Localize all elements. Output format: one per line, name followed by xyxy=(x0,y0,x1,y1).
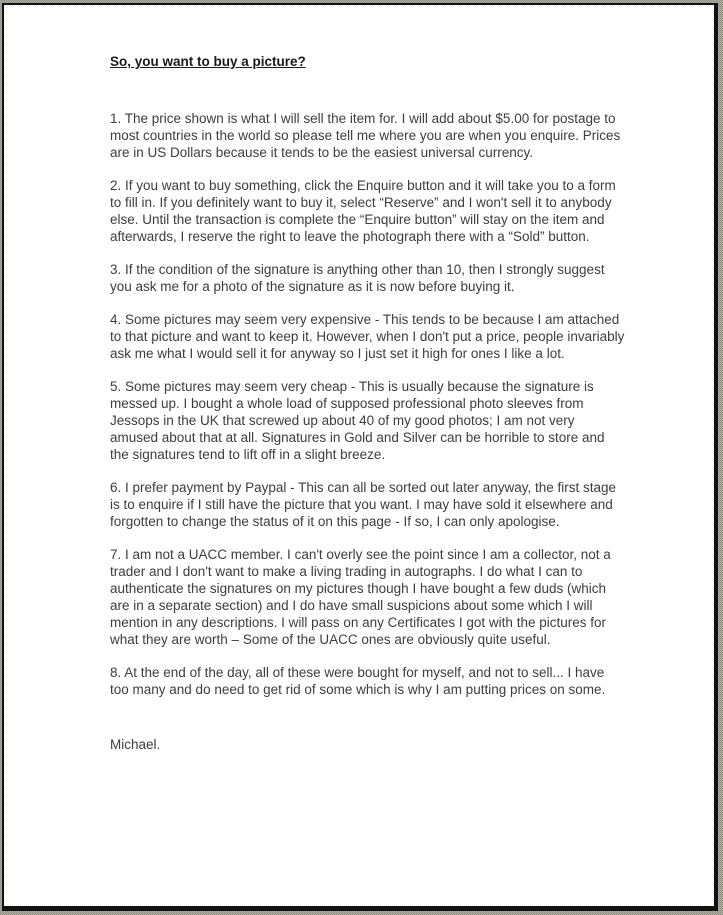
paragraph-2: 2. If you want to buy something, click the Enquire button and it will take you to a form to fill in. If you definitely want to buy it, select “Reserve” and I won't sell it to anybody else. Until the transaction is complete the “Enquire button” will stay on the item and afterwards, I reserve the right to leave the photograph there with a “Sold” button. xyxy=(110,178,616,244)
paragraph-3: 3. If the condition of the signature is anything other than 10, then I strongly suggest you ask me for a photo of the signature as it is now before buying it. xyxy=(110,262,605,294)
paragraph-8: 8. At the end of the day, all of these were bought for myself, and not to sell... I have too many and do need to get rid of some which is why I am putting prices on some. xyxy=(110,665,606,697)
signature: Michael. xyxy=(110,737,161,752)
paragraph-7: 7. I am not a UACC member. I can't overly see the point since I am a collector, not a trader and I don't want to make a living trading in autographs. I do what I can to authenticate the signatures on my pictures though I have bought a few duds (which are in a separate section) and I do have small suspicions about some which I will mention in any descriptions. I will pass on any Certificates I got with the pictures for what they are worth – Some of the UACC ones are obviously quite useful. xyxy=(110,547,611,647)
page-frame xyxy=(2,3,718,911)
paragraph-6: 6. I prefer payment by Paypal - This can all be sorted out later anyway, the first stage is to enquire if I still have the picture that you want. I may have sold it elsewhere and forgotten to change the status of it on this page - If so, I can only apologise. xyxy=(110,480,617,529)
paragraph-4: 4. Some pictures may seem very expensive - This tends to be because I am attached to that picture and want to keep it. However, when I don't put a price, people invariably ask me what I would sell it for anyway so I just set it high for ones I like a lot. xyxy=(110,312,625,361)
paragraph-5: 5. Some pictures may seem very cheap - This is usually because the signature is messed up. I bought a whole load of supposed professional photo sleeves from Jessops in the UK that screwed up about 40 of my good photos; I am not very amused about that at all. Signatures in Gold and Silver can be horrible to store and the signatures tend to lift off in a slight breeze. xyxy=(110,379,605,462)
document-body xyxy=(4,5,665,753)
paragraph-1: 1. The price shown is what I will sell the item for. I will add about $5.00 for postage to most countries in the world so please tell me where you are when you enquire. Prices are in US Dollars because it tends to be the easiest universal currency. xyxy=(110,111,621,160)
page-title: So, you want to buy a picture? xyxy=(110,54,306,69)
